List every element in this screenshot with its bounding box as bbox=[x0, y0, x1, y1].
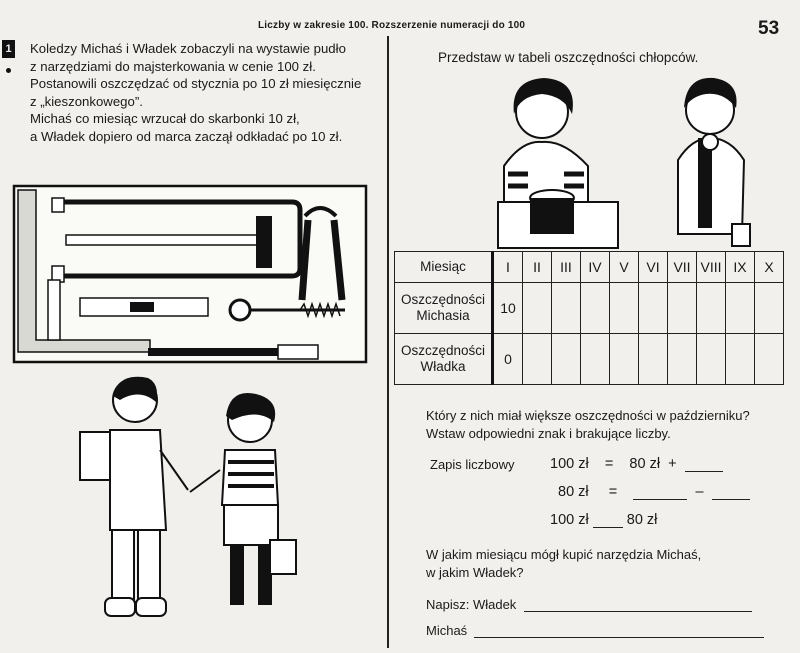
toolbox-illustration bbox=[0, 180, 385, 380]
boy-whistling-icon bbox=[678, 78, 750, 246]
row-label: Oszczędności Władka bbox=[395, 334, 493, 385]
month-header: I bbox=[493, 252, 523, 283]
page-number: 53 bbox=[758, 18, 780, 39]
table-instruction: Przedstaw w tabeli oszczędności chłopców. bbox=[438, 50, 699, 65]
intro-line: Koledzy Michaś i Władek zobaczyli na wystawie pudło bbox=[30, 41, 346, 56]
answer-line-wladek: Napisz: Władek bbox=[426, 597, 752, 612]
empty-cell[interactable] bbox=[755, 334, 784, 385]
boy-michas-icon bbox=[80, 377, 188, 616]
empty-cell[interactable] bbox=[697, 334, 726, 385]
task-intro-text bbox=[30, 40, 382, 146]
boy-with-moneybox-icon bbox=[498, 78, 618, 248]
month-header: IX bbox=[726, 252, 755, 283]
answer-line-michas: Michaś bbox=[426, 623, 764, 638]
cell-value[interactable]: 10 bbox=[493, 283, 523, 334]
table-header-row bbox=[395, 252, 784, 283]
task-number-marker: 1 bbox=[2, 40, 15, 58]
month-header-label: Miesiąc bbox=[395, 252, 493, 283]
empty-cell[interactable] bbox=[668, 334, 697, 385]
empty-cell[interactable] bbox=[639, 283, 668, 334]
empty-cell[interactable] bbox=[755, 283, 784, 334]
intro-line: z narzędziami do majsterkowania w cenie 100 zł. bbox=[30, 58, 316, 74]
boys-illustration bbox=[60, 370, 380, 650]
empty-cell[interactable] bbox=[726, 283, 755, 334]
month-header: IV bbox=[581, 252, 610, 283]
chisel-icon bbox=[66, 235, 258, 245]
answer-blank[interactable] bbox=[633, 499, 687, 500]
column-divider bbox=[387, 36, 389, 648]
month-header: V bbox=[610, 252, 639, 283]
intro-line: Postanowili oszczędzać od stycznia po 10 zł miesięcznie bbox=[30, 76, 362, 92]
savings-illustration bbox=[492, 74, 772, 252]
empty-cell[interactable] bbox=[552, 334, 581, 385]
answer-blank[interactable] bbox=[524, 611, 752, 612]
intro-line: Michaś co miesiąc wrzucał do skarbonki 10 zł, bbox=[30, 111, 300, 127]
empty-cell[interactable] bbox=[697, 283, 726, 334]
intro-line: z „kieszonkowego”. bbox=[30, 93, 143, 109]
answer-blank[interactable] bbox=[712, 499, 750, 500]
question-purchase-month: W jakim miesiącu mógł kupić narzędzia Michaś, w jakim Władek? bbox=[426, 547, 702, 580]
month-header: III bbox=[552, 252, 581, 283]
boy-wladek-icon bbox=[190, 393, 296, 605]
bullet-dot bbox=[6, 68, 11, 73]
empty-cell[interactable] bbox=[581, 283, 610, 334]
empty-cell[interactable] bbox=[610, 283, 639, 334]
equation-label: Zapis liczbowy bbox=[430, 457, 515, 472]
row-label: Oszczędności Michasia bbox=[395, 283, 493, 334]
empty-cell[interactable] bbox=[668, 283, 697, 334]
empty-cell[interactable] bbox=[610, 334, 639, 385]
empty-cell[interactable] bbox=[639, 334, 668, 385]
empty-cell[interactable] bbox=[552, 283, 581, 334]
month-header: X bbox=[755, 252, 784, 283]
empty-cell[interactable] bbox=[523, 334, 552, 385]
page-header: Liczby w zakresie 100. Rozszerzenie numeracji do 100 bbox=[258, 20, 526, 31]
question-october: Który z nich miał większe oszczędności w październiku? Wstaw odpowiedni znak i brakujące liczby. bbox=[426, 408, 750, 441]
equation-row-1: 100 zł = 80 zł + bbox=[550, 456, 723, 472]
cell-value[interactable]: 0 bbox=[493, 334, 523, 385]
intro-line: a Władek dopiero od marca zaczął odkładać po 10 zł. bbox=[30, 128, 343, 144]
table-row-wladek bbox=[395, 334, 784, 385]
table-row-michas bbox=[395, 283, 784, 334]
month-header: VIII bbox=[697, 252, 726, 283]
screwdriver-icon bbox=[148, 348, 278, 356]
month-header: VI bbox=[639, 252, 668, 283]
month-header: II bbox=[523, 252, 552, 283]
chisel-head-icon bbox=[256, 216, 272, 268]
savings-table bbox=[394, 251, 784, 385]
equation-row-2: 80 zł = – bbox=[558, 484, 750, 500]
file-handle-icon bbox=[48, 280, 60, 340]
answer-blank[interactable] bbox=[474, 637, 764, 638]
sign-blank[interactable] bbox=[593, 527, 623, 528]
empty-cell[interactable] bbox=[726, 334, 755, 385]
answer-blank[interactable] bbox=[685, 471, 723, 472]
equation-row-3: 100 zł 80 zł bbox=[550, 512, 658, 528]
empty-cell[interactable] bbox=[581, 334, 610, 385]
empty-cell[interactable] bbox=[523, 283, 552, 334]
month-header: VII bbox=[668, 252, 697, 283]
